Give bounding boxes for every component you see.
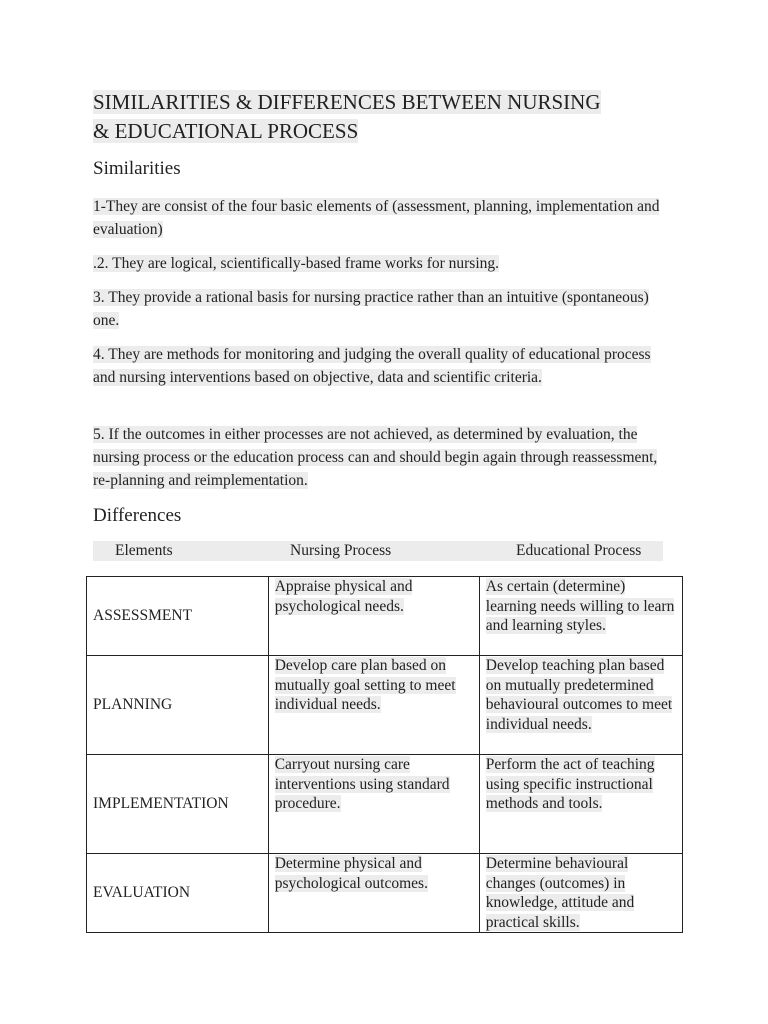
nursing-cell: Carryout nursing care interventions using standard procedure. bbox=[268, 755, 479, 854]
nursing-cell: Determine physical and psychological outcomes. bbox=[268, 854, 479, 933]
table-row bbox=[87, 577, 683, 656]
similarity-item: 1-They are consist of the four basic elements of (assessment, planning, implementation and evaluation) bbox=[93, 198, 660, 238]
differences-table bbox=[86, 576, 683, 933]
similarity-item: 3. They provide a rational basis for nursing practice rather than an intuitive (spontaneous) one. bbox=[93, 289, 649, 329]
educational-cell: As certain (determine) learning needs willing to learn and learning styles. bbox=[479, 577, 682, 656]
document-title bbox=[93, 88, 673, 146]
educational-cell: Perform the act of teaching using specific instructional methods and tools. bbox=[479, 755, 682, 854]
title-line-2: & EDUCATIONAL PROCESS bbox=[93, 119, 359, 143]
element-cell: EVALUATION bbox=[87, 854, 269, 933]
nursing-cell: Develop care plan based on mutually goal setting to meet individual needs. bbox=[268, 656, 479, 755]
header-educational-process: Educational Process bbox=[516, 542, 642, 559]
table-row bbox=[87, 656, 683, 755]
similarity-item: 5. If the outcomes in either processes are not achieved, as determined by evaluation, the nursing process or the education process can and should begin again through reassessment, re-planning and reimplementation. bbox=[93, 426, 658, 489]
similarity-item: 4. They are methods for monitoring and judging the overall quality of educational process and nursing interventions based on objective, data and scientific criteria. bbox=[93, 346, 651, 386]
similarity-item: .2. They are logical, scientifically-based frame works for nursing. bbox=[93, 255, 500, 272]
educational-cell: Develop teaching plan based on mutually predetermined behavioural outcomes to meet individual needs. bbox=[479, 656, 682, 755]
educational-cell: Determine behavioural changes (outcomes) in knowledge, attitude and practical skills. bbox=[479, 854, 682, 933]
nursing-cell: Appraise physical and psychological needs. bbox=[268, 577, 479, 656]
header-elements: Elements bbox=[115, 542, 173, 559]
header-nursing-process: Nursing Process bbox=[290, 542, 392, 559]
element-cell: PLANNING bbox=[87, 656, 269, 755]
element-cell: ASSESSMENT bbox=[87, 577, 269, 656]
element-cell: IMPLEMENTATION bbox=[87, 755, 269, 854]
similarities-heading: Similarities bbox=[93, 158, 181, 179]
table-row bbox=[87, 755, 683, 854]
title-line-1: SIMILARITIES & DIFFERENCES BETWEEN NURSING bbox=[93, 90, 601, 114]
table-row bbox=[87, 854, 683, 933]
differences-heading: Differences bbox=[93, 505, 182, 526]
table-column-headers bbox=[93, 541, 663, 561]
